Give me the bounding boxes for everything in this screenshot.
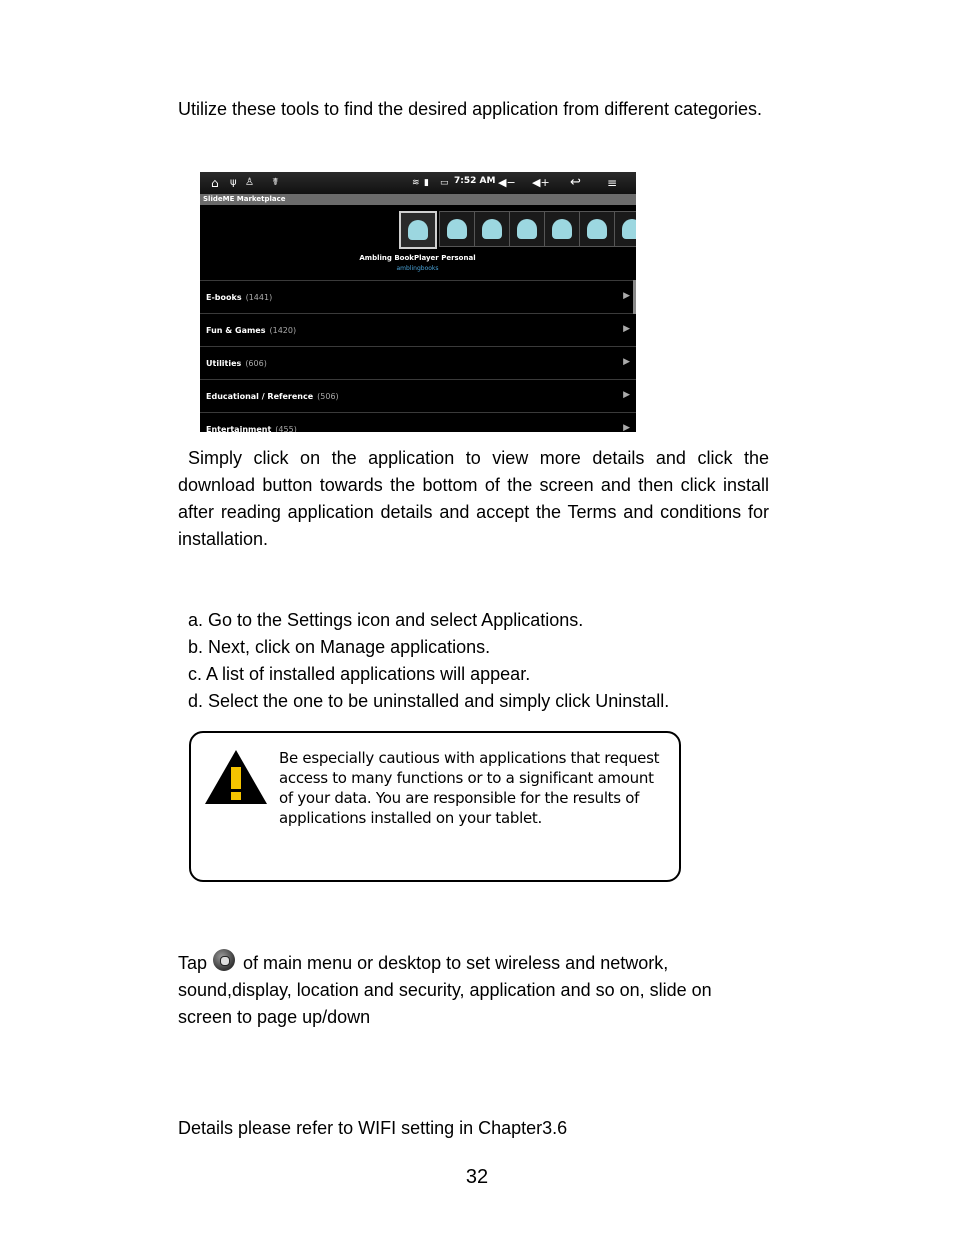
category-label: E-books: [206, 293, 242, 302]
tap-prefix: Tap: [178, 953, 208, 973]
category-row: [200, 379, 636, 413]
debug-icon: ☤: [272, 177, 279, 188]
status-bar: [200, 172, 636, 194]
chevron-right-icon: ▶: [623, 324, 630, 334]
category-row: [200, 412, 636, 432]
app-thumbnail: [439, 211, 475, 247]
home-icon: ⌂: [211, 176, 219, 190]
settings-icon: [213, 949, 235, 971]
app-thumbnail: [509, 211, 545, 247]
page-number: 32: [465, 1166, 489, 1188]
wifi-icon: ≋: [412, 178, 420, 188]
warning-icon: [203, 748, 269, 806]
category-label: Entertainment: [206, 425, 272, 432]
category-count: (606): [245, 359, 267, 368]
warning-text: Be especially cautious with applications that request access to many functions or to a significant amount of your data. You are responsible for the results of applications installed on your tablet.: [279, 749, 660, 827]
intro-paragraph: Utilize these tools to find the desired application from different categories.: [178, 99, 762, 119]
signal-icon: ▮: [424, 178, 429, 188]
android-icon: [587, 219, 607, 239]
category-count: (1420): [269, 326, 297, 335]
chevron-right-icon: ▶: [623, 423, 630, 432]
featured-app-name: Ambling BookPlayer Personal: [359, 254, 476, 262]
list-item: c. A list of installed applications will appear.: [188, 664, 531, 684]
app-thumbnail: [399, 211, 437, 249]
list-item: d. Select the one to be uninstalled and simply click Uninstall.: [188, 691, 670, 711]
list-item: b. Next, click on Manage applications.: [188, 637, 491, 657]
marketplace-titlebar: [200, 194, 636, 205]
android-icon: [408, 220, 428, 240]
chevron-right-icon: ▶: [623, 291, 630, 301]
android-icon: [517, 219, 537, 239]
debug-icon: ♙: [245, 177, 254, 188]
category-count: (455): [275, 425, 297, 432]
category-label: Utilities: [206, 359, 242, 368]
menu-icon: ≡: [607, 176, 618, 190]
category-label: Fun & Games: [206, 326, 266, 335]
usb-icon: ψ: [230, 177, 237, 188]
featured-carousel: [399, 211, 636, 249]
android-icon: [622, 219, 636, 239]
settings-paragraph: [178, 949, 769, 1031]
android-icon: [447, 219, 467, 239]
category-label: Educational / Reference: [206, 392, 314, 401]
app-thumbnail: [614, 211, 636, 247]
category-count: (506): [317, 392, 339, 401]
android-icon: [552, 219, 572, 239]
battery-icon: ▭: [440, 178, 449, 188]
volume-down-icon: ◀−: [498, 176, 516, 189]
warning-box: [189, 731, 681, 882]
category-row: [200, 346, 636, 380]
uninstall-steps: [188, 607, 669, 715]
app-thumbnail: [474, 211, 510, 247]
category-row: [200, 313, 636, 347]
chevron-right-icon: ▶: [623, 357, 630, 367]
chevron-right-icon: ▶: [623, 390, 630, 400]
category-row: [200, 280, 636, 314]
android-icon: [482, 219, 502, 239]
featured-app-developer: amblingbooks: [396, 265, 439, 272]
scrollbar: [633, 280, 636, 314]
category-count: (1441): [245, 293, 273, 302]
marketplace-screenshot: [200, 172, 636, 432]
volume-up-icon: ◀+: [532, 176, 550, 189]
app-thumbnail: [579, 211, 615, 247]
list-item: a. Go to the Settings icon and select Applications.: [188, 610, 584, 630]
install-paragraph: Simply click on the application to view more details and click the download button towards the bottom of the screen and then click install after reading application details and accept the Terms and conditions for installation.: [178, 448, 769, 549]
tap-suffix: of main menu or desktop to set wireless and network, sound,display, location and security, application and so on, slide on screen to page up/down: [178, 953, 712, 1027]
status-time: 7:52 AM: [454, 176, 496, 186]
back-icon: ↩: [570, 175, 581, 190]
app-thumbnail: [544, 211, 580, 247]
marketplace-title: SlideME Marketplace: [203, 195, 286, 203]
wifi-note: Details please refer to WIFI setting in Chapter3.6: [178, 1118, 568, 1138]
